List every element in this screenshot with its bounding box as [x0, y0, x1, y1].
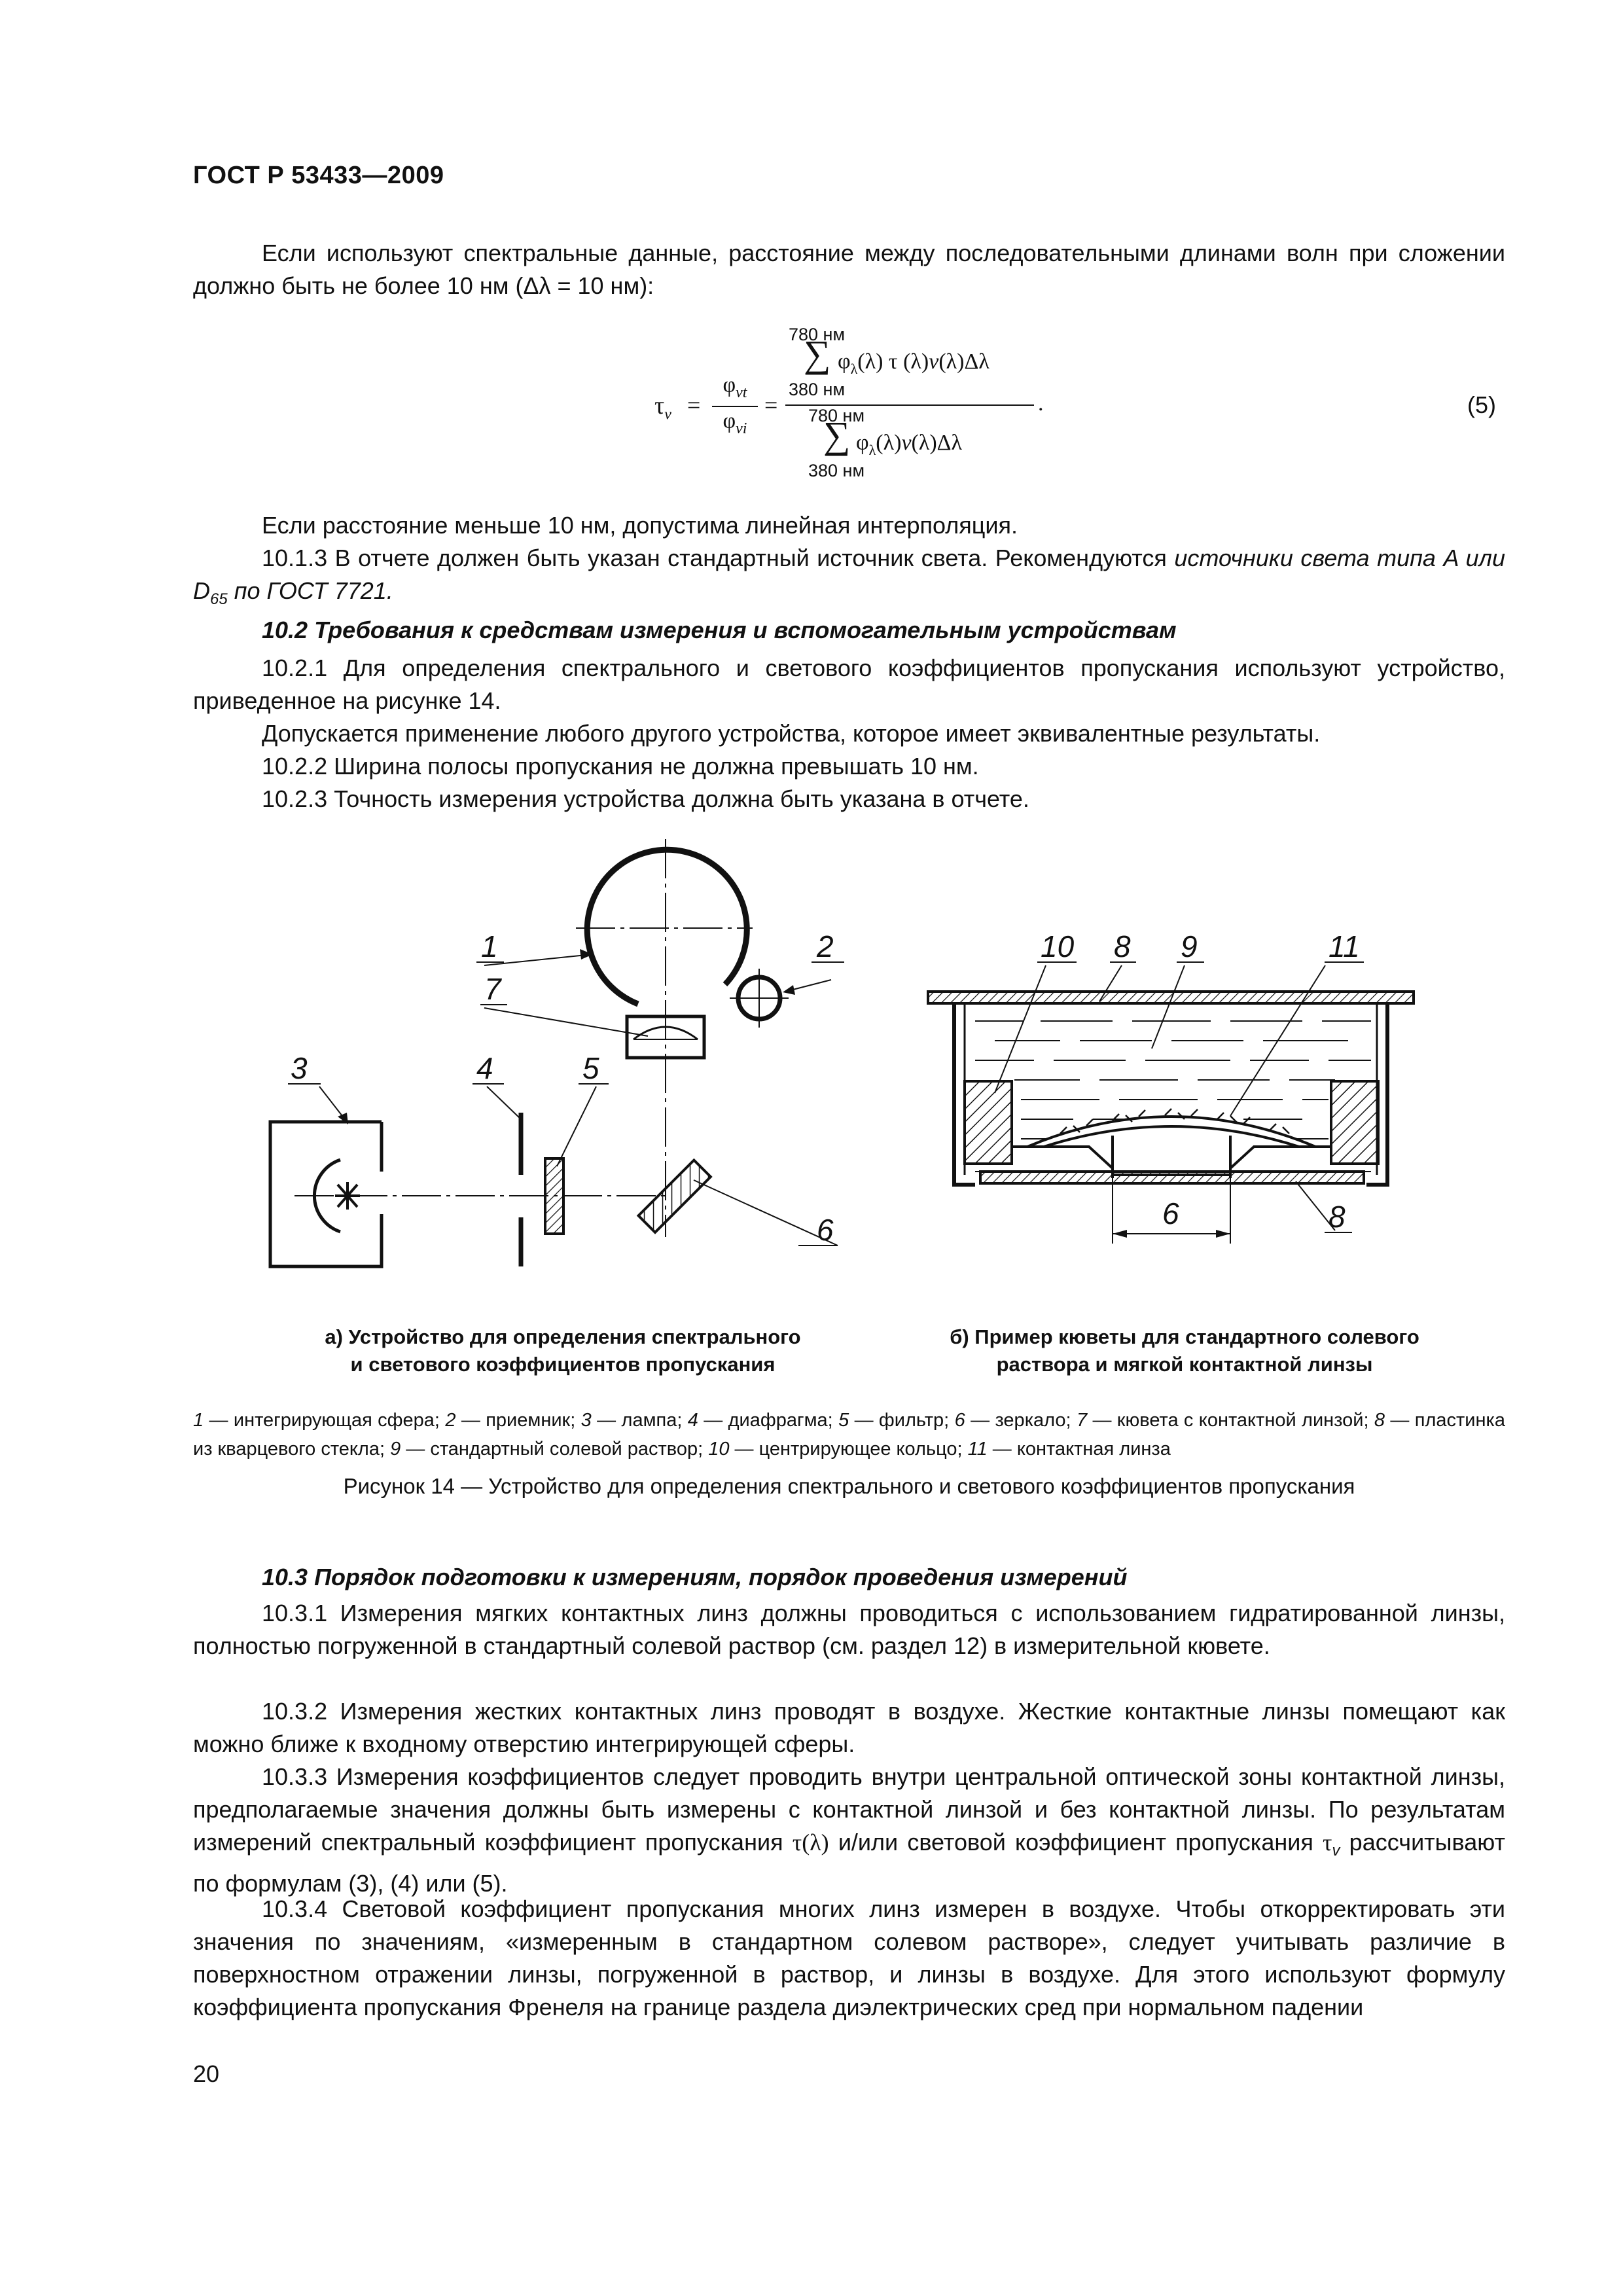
- label-6: 6: [817, 1213, 834, 1247]
- paragraph-10-2-3: 10.2.3 Точность измерения устройства должна быть указана в отчете.: [262, 785, 1029, 812]
- label-2: 2: [817, 929, 834, 963]
- sum-bot-expr: $\varphi_\lambda(\lambda)v(\lambda)\Delta\lambda$: [856, 431, 963, 458]
- sum-bot-lower: 380 нм: [808, 461, 865, 480]
- legend-number: 1: [193, 1410, 204, 1431]
- legend-number: 4: [687, 1410, 698, 1431]
- paragraph-10-1-3: 10.1.3 В отчете должен быть указан стандартный источник света. Рекомендуются источники света типа A или $D_{65}$ по ГОСТ 7721.: [193, 545, 1505, 609]
- legend-text: — пластинка из кварцевого стекла;: [193, 1410, 1505, 1460]
- saline-solution: [975, 1021, 1371, 1172]
- legend-text: — интегрирующая сфера;: [204, 1410, 446, 1431]
- formula-number: (5): [1467, 391, 1496, 418]
- formula-5: $\tau_v$ = $\varphi_{vt}$ $\varphi_{vi}$ = 780 нм ∑ 380 нм $\varphi_\lambda(\lambda)$ τ (λ)v(λ)Δλ . 780 нм ∑ 380 нм $\varphi_\lambda(\lambda)v(\lambda)\Delta\lambda$ (5): [654, 325, 1496, 480]
- formula-num: $\varphi_{vt}$: [722, 373, 747, 401]
- paragraph-spectral-data: Если используют спектральные данные, расстояние между последовательными длинами волн при сложении должно быть не более 10 нм (Δλ = 10 нм):: [193, 240, 1505, 299]
- legend-text: — зеркало;: [965, 1410, 1077, 1431]
- paragraph-10-2-2: 10.2.2 Ширина полосы пропускания не должна превышать 10 нм.: [262, 753, 979, 780]
- lamp-housing: [270, 1122, 382, 1266]
- label-10: 10: [1041, 929, 1075, 963]
- legend-number: 8: [1374, 1410, 1385, 1431]
- section-10-3-heading: 10.3 Порядок подготовки к измерениям, порядок проведения измерений: [262, 1564, 1128, 1590]
- figure-a-device: [270, 839, 838, 1266]
- legend-text: — кювета с контактной линзой;: [1087, 1410, 1374, 1431]
- legend-number: 5: [838, 1410, 849, 1431]
- sum-top-upper: 780 нм: [789, 325, 846, 344]
- legend-text: — фильтр;: [849, 1410, 955, 1431]
- sum-top-lower: 380 нм: [789, 380, 846, 399]
- figure-14-title: Рисунок 14 — Устройство для определения спектрального и светового коэффициентов пропускания: [343, 1474, 1355, 1498]
- legend-number: 9: [390, 1439, 401, 1460]
- label-8-bottom: 8: [1329, 1200, 1346, 1234]
- legend-number: 6: [954, 1410, 965, 1431]
- filter: [545, 1158, 563, 1234]
- legend-text: — центрирующее кольцо;: [729, 1439, 968, 1460]
- paragraph-10-2-1: 10.2.1 Для определения спектрального и светового коэффициентов пропускания используют устройство, приведенное на рисунке 14.: [193, 655, 1505, 714]
- label-7: 7: [484, 972, 501, 1006]
- label-6-dimension: 6: [1162, 1196, 1179, 1230]
- figure-legend: [193, 1406, 1505, 1463]
- legend-text: — приемник;: [455, 1410, 581, 1431]
- label-5: 5: [582, 1051, 599, 1085]
- contact-lens: [1027, 1117, 1315, 1147]
- label-3: 3: [291, 1051, 308, 1085]
- document-header: ГОСТ Р 53433—2009: [193, 162, 444, 189]
- centering-ring-right: [1331, 1081, 1378, 1164]
- label-11: 11: [1329, 929, 1360, 963]
- integrating-sphere: [587, 850, 747, 1004]
- legend-number: 2: [445, 1410, 456, 1431]
- label-1: 1: [481, 929, 498, 963]
- sum-bot-upper: 780 нм: [808, 406, 865, 425]
- legend-text: — контактная линза: [987, 1439, 1171, 1460]
- paragraph-10-3-3: 10.3.3 Измерения коэффициентов следует проводить внутри центральной оптической зоны контактной линзы, предполагаемые значения должны быть измерены с контактной линзой и без контактной линзы. По результатам измерений спектральный коэффициент пропускания τ(λ) и/или световой коэффициент пропускания $\tau_v$ рассчитывают по формулам (3), (4) или (5).: [193, 1763, 1505, 1897]
- bottom-quartz-plate: [980, 1172, 1364, 1183]
- legend-number: 11: [967, 1439, 988, 1460]
- figure-b-labels: [1037, 929, 1364, 1234]
- paragraph-interpolation: Если расстояние меньше 10 нм, допустима линейная интерполяция.: [262, 512, 1018, 539]
- label-4: 4: [476, 1051, 493, 1085]
- caption-a: а) Устройство для определения спектрального и светового коэффициентов пропускания: [325, 1325, 801, 1376]
- caption-b: б) Пример кюветы для стандартного солевого раствора и мягкой контактной линзы: [950, 1325, 1419, 1376]
- label-9: 9: [1181, 929, 1198, 963]
- legend-number: 10: [708, 1439, 730, 1460]
- paragraph-10-3-2: 10.3.2 Измерения жестких контактных линз проводят в воздухе. Жесткие контактные линзы помещают как можно ближе к входному отверстию интегрирующей сферы.: [193, 1698, 1505, 1757]
- centering-ring-left: [965, 1081, 1012, 1164]
- sum-top-expr: $\varphi_\lambda(\lambda)$ τ (λ)v(λ)Δλ: [838, 350, 990, 377]
- legend-text: — стандартный солевой раствор;: [401, 1439, 709, 1460]
- section-10-2-heading: 10.2 Требования к средствам измерения и вспомогательным устройствам: [262, 617, 1177, 643]
- legend-text: — диафрагма;: [698, 1410, 839, 1431]
- page-number: 20: [193, 2060, 220, 2087]
- formula-lhs: $\tau_v$: [654, 392, 671, 423]
- legend-number: 3: [580, 1410, 592, 1431]
- paragraph-10-3-4: 10.3.4 Световой коэффициент пропускания многих линз измерен в воздухе. Чтобы откорректировать эти значения по значениям, «измеренным в стандартном солевом растворе», следует учитывать различие в поверхностном отражении линзы, погруженной в раствор, и линзы в воздухе. Для этого используют формулу коэффициента пропускания Френеля на границе раздела диэлектрических сред при нормальном падении: [193, 1895, 1505, 2020]
- paragraph-10-3-1: 10.3.1 Измерения мягких контактных линз должны проводиться с использованием гидратированной линзы, полностью погруженной в стандартный солевой раствор (см. раздел 12) в измерительной кювете.: [193, 1600, 1505, 1659]
- label-8-top: 8: [1114, 929, 1131, 963]
- legend-text: — лампа;: [591, 1410, 688, 1431]
- legend-number: 7: [1076, 1410, 1088, 1431]
- formula-den: $\varphi_{vi}$: [722, 409, 747, 437]
- paragraph-equivalent-device: Допускается применение любого другого устройства, которое имеет эквивалентные результаты.: [262, 720, 1321, 747]
